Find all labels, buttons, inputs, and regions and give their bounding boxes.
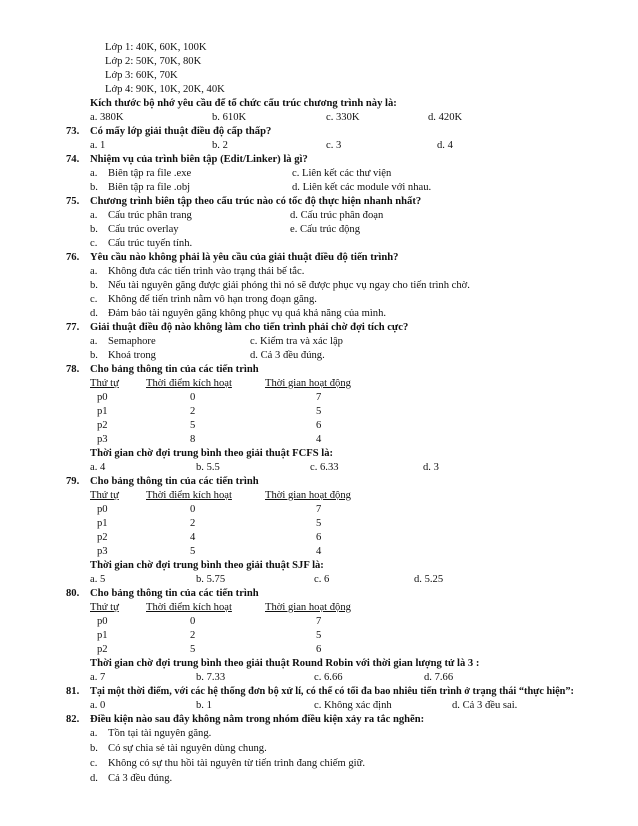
pre-line: Lớp 3: 60K, 70K xyxy=(105,70,178,81)
table-cell: 0 xyxy=(190,392,196,403)
table-cell: 7 xyxy=(316,392,322,403)
table-cell: p2 xyxy=(97,420,108,431)
question-text: Có mấy lớp giải thuật điều độ cấp thấp? xyxy=(90,126,272,137)
table-header-arrival: Thời điểm kích hoạt xyxy=(146,602,232,613)
answer-c: c. Kiểm tra và xác lập xyxy=(250,336,343,347)
question-text: Giải thuật điều độ nào không làm cho tiến trình phải chờ đợi tích cực? xyxy=(90,322,409,333)
answer-d: d. 7.66 xyxy=(424,672,454,683)
table-cell: p2 xyxy=(97,532,108,543)
option-label: d. xyxy=(90,308,98,319)
table-cell: 4 xyxy=(316,434,322,445)
answer-c: c. 3 xyxy=(326,140,342,151)
answer-e: e. Cấu trúc động xyxy=(290,224,361,235)
question-text: Cho bảng thông tin của các tiến trình xyxy=(90,588,259,599)
answer-c: c. Liên kết các thư viện xyxy=(292,168,392,179)
table-cell: 2 xyxy=(190,406,196,417)
table-cell: p0 xyxy=(97,616,108,627)
option-label: b. xyxy=(90,182,98,193)
table-cell: p3 xyxy=(97,434,108,445)
answer-a: a. 4 xyxy=(90,462,106,473)
answer-c: Cấu trúc tuyến tính. xyxy=(108,238,193,249)
question-text: Cho bảng thông tin của các tiến trình xyxy=(90,364,259,375)
answer-c: c. 330K xyxy=(326,112,360,123)
answer-c: c. Không xác định xyxy=(314,700,392,711)
option-label: b. xyxy=(90,280,98,291)
table-cell: 4 xyxy=(316,546,322,557)
answer-a: Tồn tại tài nguyên găng. xyxy=(108,728,212,739)
question-number: 78. xyxy=(66,364,80,375)
option-label: c. xyxy=(90,238,98,249)
answer-a: Semaphore xyxy=(108,336,156,347)
table-header-burst: Thời gian hoạt động xyxy=(265,602,351,613)
answer-c: c. 6.66 xyxy=(314,672,343,683)
table-cell: 7 xyxy=(316,616,322,627)
table-header-order: Thứ tự xyxy=(90,602,119,613)
table-cell: 6 xyxy=(316,532,322,543)
answer-d: Cả 3 đều đúng. xyxy=(108,773,173,784)
answer-d: d. 4 xyxy=(437,140,453,151)
answer-a: Biên tập ra file .exe xyxy=(108,168,192,179)
answer-d: d. Cả 3 đều đúng. xyxy=(250,350,325,361)
question-text: Yêu cầu nào không phải là yêu cầu của giải thuật điều độ tiến trình? xyxy=(90,252,399,263)
table-cell: 8 xyxy=(190,434,196,445)
question-text: Điều kiện nào sau đây không nằm trong nhóm điều kiện xảy ra tắc nghẽn: xyxy=(90,714,425,725)
table-cell: 4 xyxy=(190,532,196,543)
question-number: 77. xyxy=(66,322,80,333)
table-cell: 6 xyxy=(316,644,322,655)
table-cell: 2 xyxy=(190,518,196,529)
answer-b: b. 610K xyxy=(212,112,247,123)
answer-b: b. 2 xyxy=(212,140,228,151)
table-cell: p2 xyxy=(97,644,108,655)
option-label: b. xyxy=(90,224,98,235)
option-label: a. xyxy=(90,728,98,739)
question-number: 81. xyxy=(66,686,80,697)
question-number: 73. xyxy=(66,126,80,137)
answer-a: a. 5 xyxy=(90,574,106,585)
question-text: Chương trình biên tập theo cấu trúc nào có tốc độ thực hiện nhanh nhất? xyxy=(90,196,422,207)
option-label: a. xyxy=(90,336,98,347)
answer-a: a. 380K xyxy=(90,112,124,123)
question-text: Cho bảng thông tin của các tiến trình xyxy=(90,476,259,487)
answer-d: d. 3 xyxy=(423,462,439,473)
table-cell: p1 xyxy=(97,518,108,529)
answer-d: d. Cả 3 đều sai. xyxy=(452,700,518,711)
answer-a: a. 1 xyxy=(90,140,106,151)
option-label: a. xyxy=(90,168,98,179)
question-text: Thời gian chờ đợi trung bình theo giải thuật FCFS là: xyxy=(90,448,334,459)
table-header-burst: Thời gian hoạt động xyxy=(265,490,351,501)
answer-b: b. 7.33 xyxy=(196,672,226,683)
table-cell: 0 xyxy=(190,616,196,627)
option-label: c. xyxy=(90,294,98,305)
pre-line: Lớp 4: 90K, 10K, 20K, 40K xyxy=(105,84,225,95)
question-text: Tại một thời điểm, với các hệ thống đơn bộ xử lí, có thể có tối đa bao nhiêu tiến trình ở trạng thái “thực hiện”: xyxy=(90,686,574,697)
option-label: a. xyxy=(90,210,98,221)
table-header-arrival: Thời điểm kích hoạt xyxy=(146,490,232,501)
answer-b: b. 5.5 xyxy=(196,462,220,473)
table-cell: 5 xyxy=(190,644,196,655)
question-text: Thời gian chờ đợi trung bình theo giải thuật Round Robin với thời gian lượng tử là 3 : xyxy=(90,658,480,669)
question-number: 80. xyxy=(66,588,80,599)
question-number: 75. xyxy=(66,196,80,207)
table-cell: 0 xyxy=(190,504,196,515)
option-label: c. xyxy=(90,758,98,769)
question-number: 74. xyxy=(66,154,80,165)
answer-d: d. Cấu trúc phân đoạn xyxy=(290,210,384,221)
answer-b: Biên tập ra file .obj xyxy=(108,182,191,193)
answer-b: Khoá trong xyxy=(108,350,156,361)
answer-d: d. 420K xyxy=(428,112,463,123)
option-label: b. xyxy=(90,350,98,361)
answer-a: a. 0 xyxy=(90,700,106,711)
table-cell: p0 xyxy=(97,392,108,403)
table-cell: 5 xyxy=(190,420,196,431)
answer-a: Cấu trúc phân trang xyxy=(108,210,192,221)
table-header-arrival: Thời điểm kích hoạt xyxy=(146,378,232,389)
table-header-order: Thứ tự xyxy=(90,490,119,501)
table-cell: 5 xyxy=(190,546,196,557)
answer-b: Cấu trúc overlay xyxy=(108,224,179,235)
pre-question: Kích thước bộ nhớ yêu cầu để tổ chức cấu trúc chương trình này là: xyxy=(90,98,397,109)
answer-b: Có sự chia sẻ tài nguyên dùng chung. xyxy=(108,743,267,754)
option-label: a. xyxy=(90,266,98,277)
table-cell: p3 xyxy=(97,546,108,557)
table-cell: p1 xyxy=(97,630,108,641)
answer-b: b. 5.75 xyxy=(196,574,226,585)
answer-c: c. 6 xyxy=(314,574,330,585)
table-cell: 7 xyxy=(316,504,322,515)
table-cell: p0 xyxy=(97,504,108,515)
pre-line: Lớp 2: 50K, 70K, 80K xyxy=(105,56,202,67)
answer-d: d. Liên kết các module với nhau. xyxy=(292,182,432,193)
answer-c: c. 6.33 xyxy=(310,462,339,473)
answer-c: Không có sự thu hồi tài nguyên từ tiến trình đang chiếm giữ. xyxy=(108,758,366,769)
table-cell: p1 xyxy=(97,406,108,417)
question-text: Thời gian chờ đợi trung bình theo giải thuật SJF là: xyxy=(90,560,324,571)
table-cell: 6 xyxy=(316,420,322,431)
question-number: 79. xyxy=(66,476,80,487)
table-cell: 5 xyxy=(316,406,322,417)
answer-a: Không đưa các tiến trình vào trạng thái bế tắc. xyxy=(108,266,305,277)
question-number: 76. xyxy=(66,252,80,263)
option-label: b. xyxy=(90,743,98,754)
table-header-order: Thứ tự xyxy=(90,378,119,389)
answer-b: b. 1 xyxy=(196,700,212,711)
answer-d: d. 5.25 xyxy=(414,574,444,585)
pre-line: Lớp 1: 40K, 60K, 100K xyxy=(105,42,207,53)
question-text: Nhiệm vụ của trình biên tập (Edit/Linker) là gì? xyxy=(90,154,308,165)
question-number: 82. xyxy=(66,714,80,725)
option-label: d. xyxy=(90,773,98,784)
answer-b: Nếu tài nguyên găng được giải phóng thì nó sẽ được phục vụ ngay cho tiến trình chờ. xyxy=(108,280,470,291)
answer-d: Đảm bảo tài nguyên găng không phục vụ quá khả năng của mình. xyxy=(108,308,387,319)
table-header-burst: Thời gian hoạt động xyxy=(265,378,351,389)
table-cell: 5 xyxy=(316,518,322,529)
table-cell: 5 xyxy=(316,630,322,641)
answer-c: Không để tiến trình nằm vô hạn trong đoạn găng. xyxy=(108,294,317,305)
answer-a: a. 7 xyxy=(90,672,106,683)
table-cell: 2 xyxy=(190,630,196,641)
